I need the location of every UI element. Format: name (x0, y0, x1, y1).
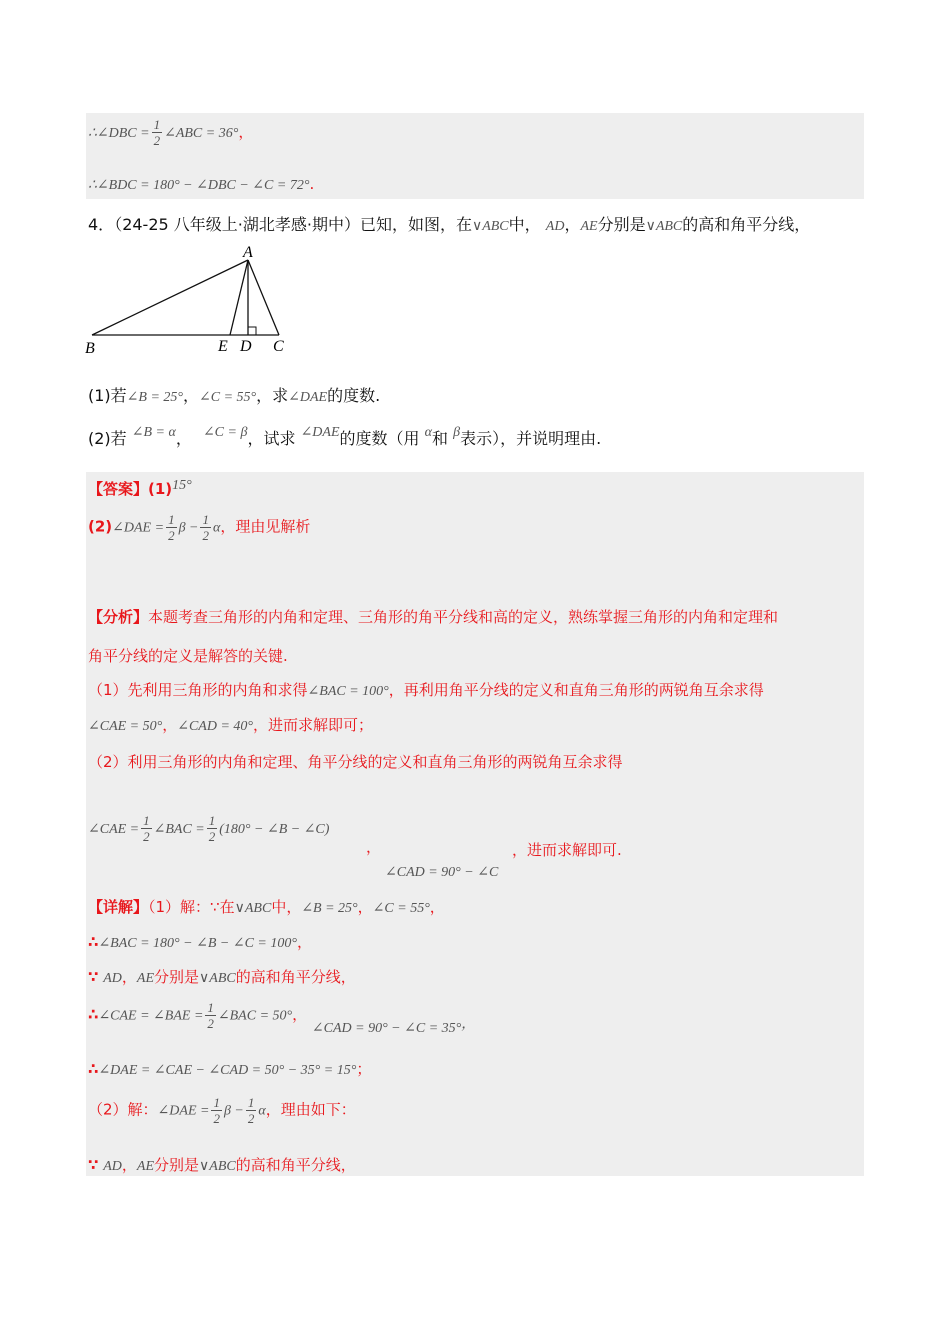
triangle-figure (80, 242, 300, 358)
analysis-eq-cad: ∠CAD = 90° − ∠C (385, 865, 499, 880)
question-4: 4．（24-25 八年级上·湖北孝感·期中）已知，如图，在∨ABC中， AD，AE分别是∨ABC的高和角平分线， (88, 215, 811, 234)
fraction: $\frac{1}{2}$ (168, 512, 175, 543)
label-a: A (243, 244, 253, 261)
top-line-2: ∴∠BDC = 180° − ∠DBC − ∠C = 72°. (88, 175, 315, 193)
side-ab (92, 260, 248, 335)
fraction: $\frac{1}{2}$ (213, 1095, 220, 1126)
detail-line-4: ∴∠CAE = ∠BAE = $\frac{1}{2}$ ∠BAC = 50°， ∠CAD = 90° − ∠C = 35°， (88, 1000, 476, 1036)
analysis-eq-comma: ， (366, 838, 382, 856)
bisector-ae (230, 260, 248, 335)
analysis-line-1: 【分析】本题考查三角形的内角和定理、三角形的角平分线和高的定义，熟练掌握三角形的内角和定理和 (88, 608, 779, 626)
analysis-line-3: （1）先利用三角形的内角和求得∠BAC = 100°，再利用角平分线的定义和直角三角形的两锐角互余求得 (88, 681, 764, 699)
analysis-eq-end: ，进而求解即可. (512, 841, 622, 859)
fraction: $\frac{1}{2}$ (207, 1000, 214, 1031)
question-part-2: (2)若 ∠B = α， ∠C = β，试求 ∠DAE的度数（用 α和 β表示），并说明理由. (88, 425, 602, 448)
answer-line-2: (2)∠DAE = $\frac{1}{2}$ β − $\frac{1}{2}$ α，理由见解析 (88, 512, 311, 543)
fraction: $\frac{1}{2}$ (153, 117, 161, 148)
analysis-equation: ∠CAE = $\frac{1}{2}$ ∠BAC = $\frac{1}{2}$ (180° − ∠B − ∠C) (88, 813, 330, 844)
label-e: E (218, 338, 228, 355)
detail-line-2: ∴∠BAC = 180° − ∠B − ∠C = 100°， (88, 933, 312, 951)
detail-line-1: 【详解】（1）解：∵在∨ABC中，∠B = 25°，∠C = 55°， (88, 898, 445, 916)
label-c: C (273, 338, 284, 355)
detail-line-3: ∵ AD，AE分别是∨ABC的高和角平分线， (88, 968, 356, 986)
fraction: $\frac{1}{2}$ (208, 813, 216, 844)
answer-line-1: 【答案】(1)15° (88, 478, 192, 498)
analysis-line-5: （2）利用三角形的内角和定理、角平分线的定义和直角三角形的两锐角互余求得 (88, 753, 623, 771)
side-ac (248, 260, 279, 335)
fraction: $\frac{1}{2}$ (247, 1095, 255, 1126)
top-line-1: ∴∠DBC = $\frac{1}{2}$ ∠ABC = 36°， (88, 117, 254, 148)
detail-line-6: （2）解：∠DAE = $\frac{1}{2}$ β − $\frac{1}{2}$ α，理由如下： (88, 1095, 356, 1126)
analysis-line-4: ∠CAE = 50°，∠CAD = 40°，进而求解即可； (88, 716, 374, 734)
right-angle-mark (248, 327, 256, 335)
label-b: B (85, 340, 95, 357)
question-part-1: (1)若∠B = 25°，∠C = 55°，求∠DAE的度数. (88, 386, 381, 405)
label-d: D (240, 338, 252, 355)
fraction: $\frac{1}{2}$ (143, 813, 150, 844)
detail-line-7: ∵ AD，AE分别是∨ABC的高和角平分线， (88, 1156, 356, 1174)
analysis-line-2: 角平分线的定义是解答的关键. (88, 647, 288, 665)
fraction: $\frac{1}{2}$ (202, 512, 209, 543)
detail-line-5: ∴∠DAE = ∠CAE − ∠CAD = 50° − 35° = 15°； (88, 1060, 372, 1078)
